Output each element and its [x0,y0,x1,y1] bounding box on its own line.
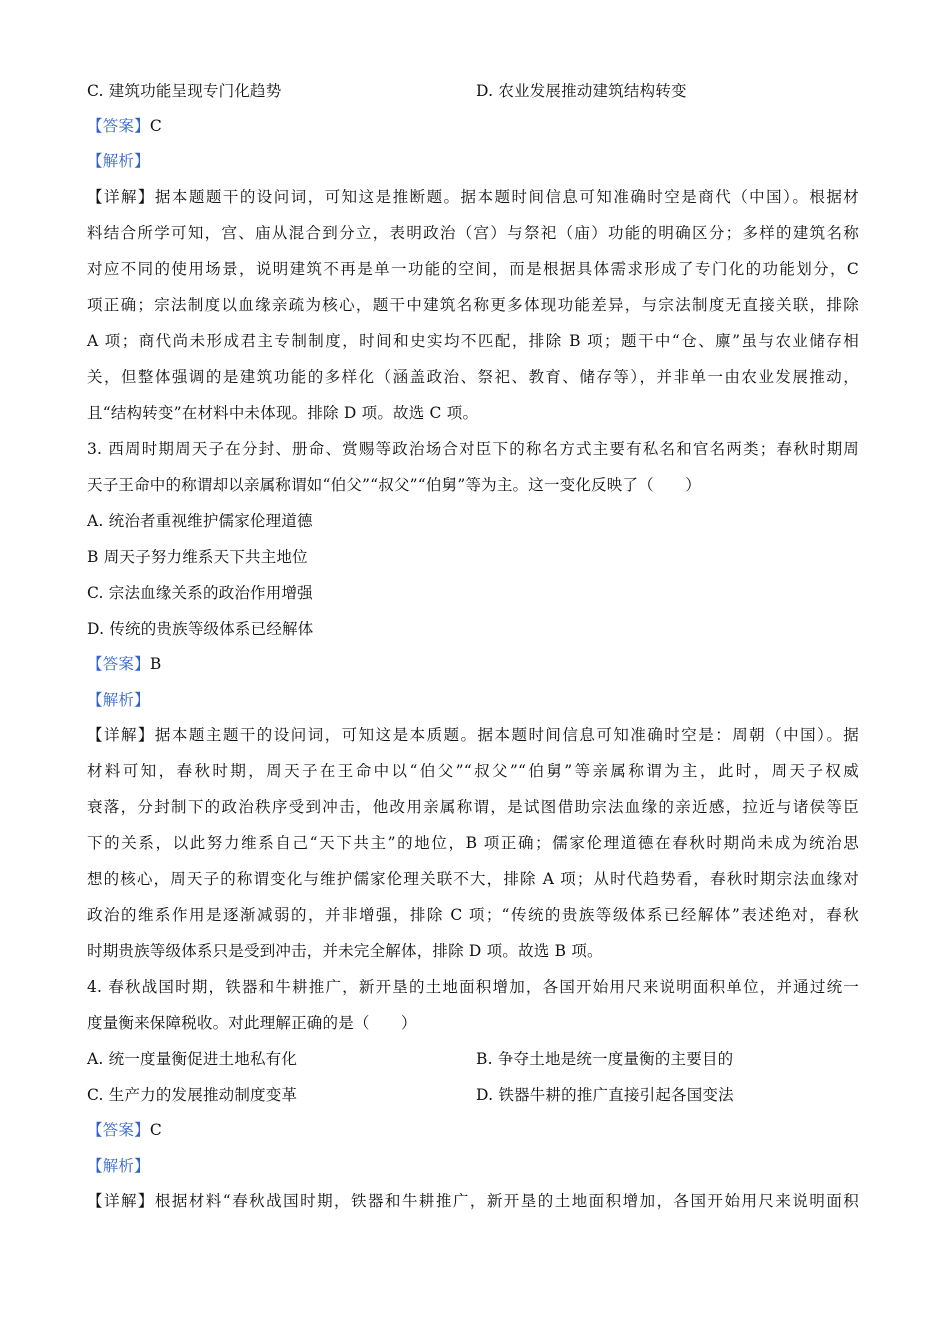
q2-analysis-tag: 【解析】 [87,152,150,170]
q4-stem-line: 4. 春秋战国时期，铁器和牛耕推广，新开垦的土地面积增加，各国开始用尺来说明面积单位，并通过统一 [87,978,859,996]
q3-detail-line [87,724,859,746]
q3-option-d: D. 传统的贵族等级体系已经解体 [87,620,314,638]
q2-detail-line: 对应不同的使用场景，说明建筑不再是单一功能的空间，而是根据具体需求形成了专门化的功能划分，C [87,260,859,278]
q4-option-d: D. 铁器牛耕的推广直接引起各国变法 [476,1086,734,1104]
q4-detail-line [87,1190,859,1212]
q2-option-c: C. 建筑功能呈现专门化趋势 [87,82,282,100]
q3-detail-line: 时期贵族等级体系只是受到冲击，并未完全解体，排除 D 项。故选 B 项。 [87,942,603,960]
q3-answer [87,653,161,675]
q2-detail-line: 关，但整体强调的是建筑功能的多样化（涵盖政治、祭祀、教育、储存等），并非单一由农业发展推动， [87,368,859,386]
answer-value: B [149,655,162,673]
q3-detail-line: 政治的维系作用是逐渐减弱的，并非增强，排除 C 项；“传统的贵族等级体系已经解体”表述绝对，春秋 [87,906,859,924]
q3-analysis-tag: 【解析】 [87,691,150,709]
q4-analysis-tag: 【解析】 [87,1157,150,1175]
q3-option-a: A. 统治者重视维护儒家伦理道德 [87,512,313,530]
detail-tag: 【详解】 [87,188,155,206]
detail-text: 根据材料“春秋战国时期，铁器和牛耕推广，新开垦的土地面积增加，各国开始用尺来说明面积 [154,1192,859,1210]
q3-detail-line: 下的关系，以此努力维系自己“天下共主”的地位，B 项正确；儒家伦理道德在春秋时期尚未成为统治思 [87,834,859,852]
q3-detail-line: 想的核心，周天子的称谓变化与维护儒家伦理关联不大，排除 A 项；从时代趋势看，春秋时期宗法血缘对 [87,870,859,888]
answer-value: C [149,1121,162,1139]
detail-text: 据本题主题干的设问词，可知这是本质题。据本题时间信息可知准确时空是：周朝（中国）。据 [154,726,859,744]
answer-value: C [149,117,162,135]
detail-tag: 【详解】 [87,726,155,744]
q2-option-d: D. 农业发展推动建筑结构转变 [476,82,687,100]
q4-option-b: B. 争夺土地是统一度量衡的主要目的 [476,1050,734,1068]
q2-answer [87,115,162,137]
answer-tag: 【答案】 [87,655,150,673]
q3-stem-line: 天子王命中的称谓却以亲属称谓如“伯父”“叔父”“伯舅”等为主。这一变化反映了（ ） [87,476,701,494]
q4-answer [87,1119,162,1141]
q2-detail-line [87,186,859,208]
q2-detail-line: 且“结构转变”在材料中未体现。排除 D 项。故选 C 项。 [87,404,479,422]
q2-detail-line: 料结合所学可知，宫、庙从混合到分立，表明政治（宫）与祭祀（庙）功能的明确区分；多样的建筑名称 [87,224,859,242]
q3-stem-line: 3. 西周时期周天子在分封、册命、赏赐等政治场合对臣下的称名方式主要有私名和官名两类；春秋时期周 [87,440,859,458]
q2-detail-line: A 项；商代尚未形成君主专制制度，时间和史实均不匹配，排除 B 项；题干中“仓、廪”虽与农业储存相 [87,332,859,350]
answer-tag: 【答案】 [87,117,150,135]
q3-detail-line: 材料可知，春秋时期，周天子在王命中以“伯父”“叔父”“伯舅”等亲属称谓为主，此时，周天子权威 [87,762,859,780]
q3-option-b: B 周天子努力维系天下共主地位 [87,548,308,566]
detail-tag: 【详解】 [87,1192,155,1210]
answer-tag: 【答案】 [87,1121,150,1139]
q2-detail-line: 项正确；宗法制度以血缘亲疏为核心，题干中建筑名称更多体现功能差异，与宗法制度无直接关联，排除 [87,296,859,314]
q4-stem-line: 度量衡来保障税收。对此理解正确的是（ ） [87,1014,417,1032]
q4-option-c: C. 生产力的发展推动制度变革 [87,1086,298,1104]
detail-text: 据本题题干的设问词，可知这是推断题。据本题时间信息可知准确时空是商代（中国）。根据材 [154,188,859,206]
q3-option-c: C. 宗法血缘关系的政治作用增强 [87,584,313,602]
q3-detail-line: 衰落，分封制下的政治秩序受到冲击，他改用亲属称谓，是试图借助宗法血缘的亲近感，拉近与诸侯等臣 [87,798,859,816]
q4-option-a: A. 统一度量衡促进土地私有化 [87,1050,298,1068]
